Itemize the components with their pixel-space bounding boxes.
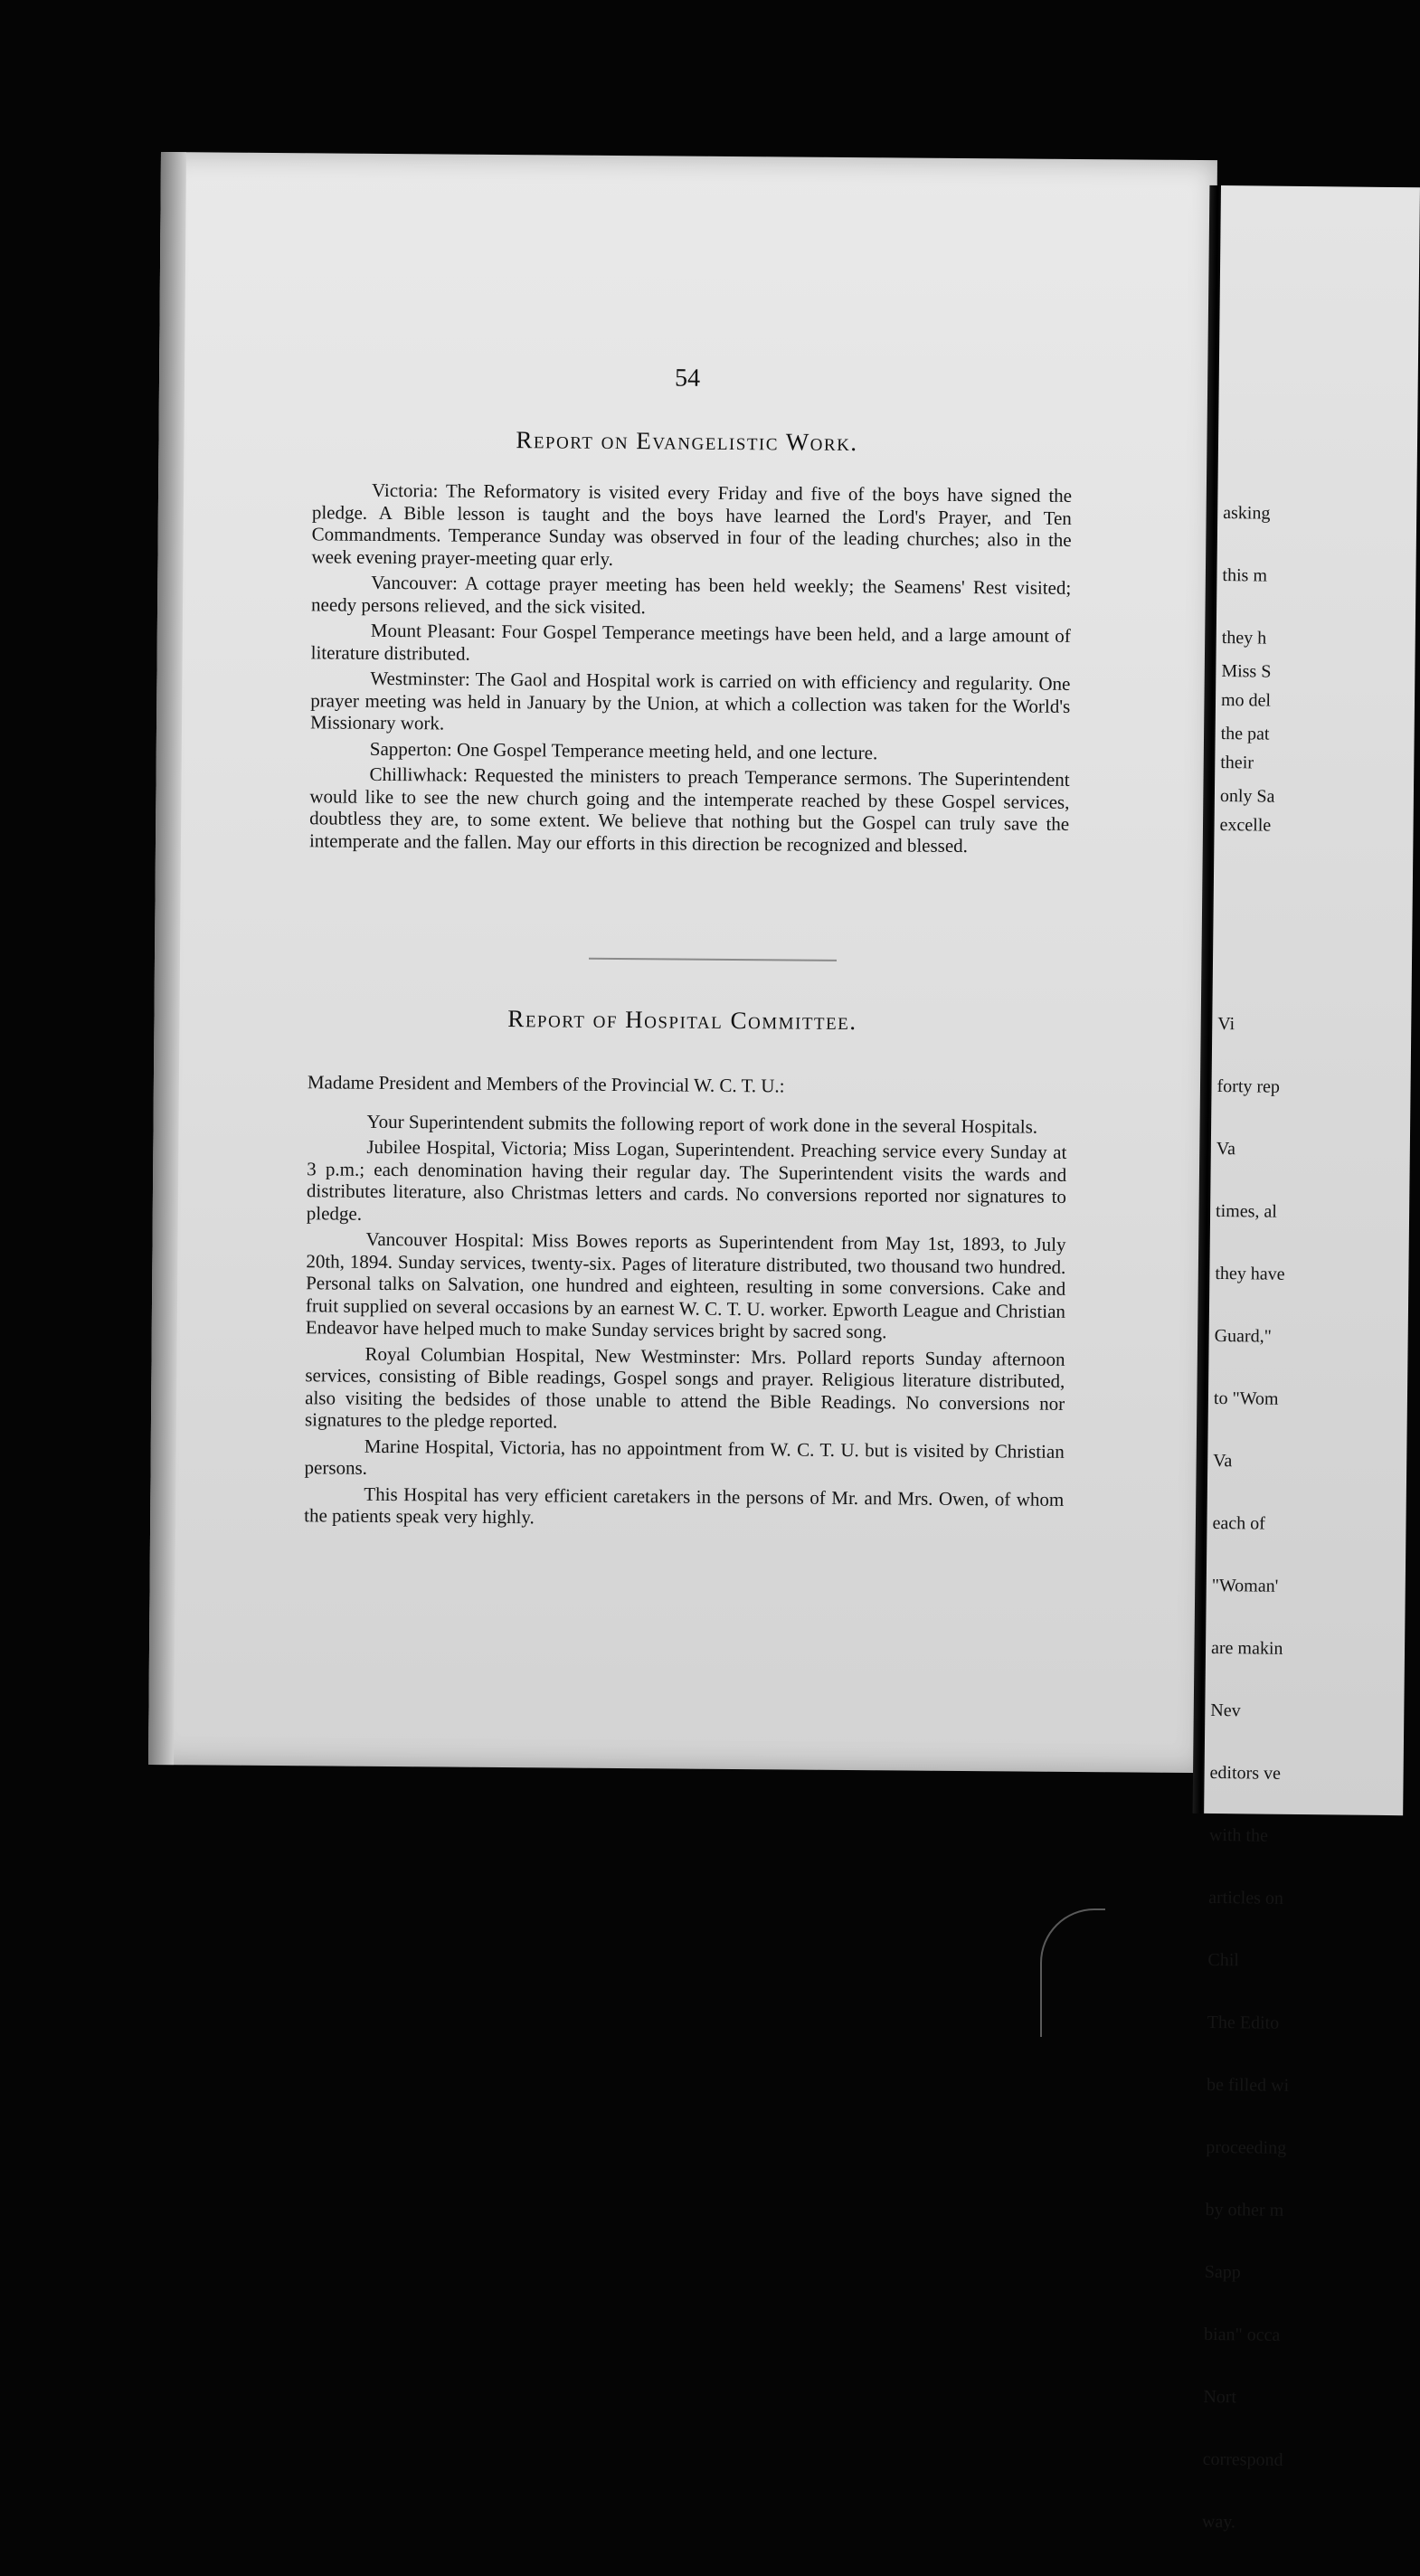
fragment-line: proceeding xyxy=(1206,2136,1287,2158)
paragraph-royal-columbian-hospital: Royal Columbian Hospital, New Westminster: Mrs. Pollard reports Sunday afternoon services, consisting of Bible readings, Gospel songs and prayer. Religious literature distributed, also visiting the bedsides of those unable to attend the Bible Readings. No conversions nor signatures to the pledge reported. xyxy=(304,1342,1065,1433)
fragment-line: they h xyxy=(1221,628,1267,649)
hospital-report-title: Report of Hospital Committee. xyxy=(507,1005,857,1036)
evangelistic-report-body xyxy=(309,478,1072,861)
page-number: 54 xyxy=(674,364,701,393)
paragraph-sapperton: Sapperton: One Gospel Temperance meeting held, and one lecture. xyxy=(369,737,878,763)
fragment-line: forty rep xyxy=(1216,1076,1281,1097)
fragment-line: their xyxy=(1220,753,1254,773)
fragment-line: this m xyxy=(1222,565,1268,586)
fragment-line: only Sa xyxy=(1219,786,1275,807)
scan-artifact-arc xyxy=(1040,1908,1105,2037)
fragment-line: mo del xyxy=(1220,690,1272,711)
salutation: Madame President and Members of the Provincial W. C. T. U.: xyxy=(307,1071,785,1097)
paragraph-vancouver-hospital: Vancouver Hospital: Miss Bowes reports as Superintendent from May 1st, 1893, to July 20th, 1894. Sunday services, twenty-six. Pages of literature distributed, two thousand two hundred. Personal talks on Salvation, one hundred and eighteen, resulting in some conversions. Cake and fruit supplied on several occasions by an earnest W. C. T. U. worker. Epworth League and Christian Endeavor have helped much to make Sunday services bright by sacred song. xyxy=(305,1227,1066,1343)
fragment-line: Vi xyxy=(1217,1014,1235,1035)
fragment-line: editors ve xyxy=(1209,1762,1282,1784)
fragment-line: Guard," xyxy=(1214,1325,1272,1347)
fragment-line: excelle xyxy=(1219,815,1272,836)
paragraph-caretakers: This Hospital has very efficient caretakers in the persons of Mr. and Mrs. Owen, of whom the patients speak very highly. xyxy=(304,1482,1065,1529)
section-divider xyxy=(589,958,837,961)
paragraph-marine-hospital: Marine Hospital, Victoria, has no appointment from W. C. T. U. but is visited by Christian persons. xyxy=(304,1435,1065,1479)
paragraph-mount-pleasant: Mount Pleasant: Four Gospel Temperance meetings have been held, and a large amount of literature distributed. xyxy=(310,619,1071,665)
fragment-line: Va xyxy=(1213,1450,1233,1472)
hospital-report-body xyxy=(304,1071,1067,1536)
fragment-line: Va xyxy=(1216,1139,1236,1160)
fragment-line: are makin xyxy=(1210,1637,1283,1659)
page-edge xyxy=(148,152,186,1765)
facing-page-fragment-bottom xyxy=(1201,972,1412,2576)
fragment-line: articles on xyxy=(1208,1887,1284,1908)
fragment-line: Miss S xyxy=(1221,661,1272,682)
fragment-line: bian" occa xyxy=(1204,2324,1281,2345)
fragment-line: each of xyxy=(1212,1512,1265,1534)
book-page xyxy=(148,152,1217,1773)
fragment-line: way. xyxy=(1201,2511,1236,2533)
fragment-line: Sapp xyxy=(1204,2261,1241,2283)
evangelistic-report-title: Report on Evangelistic Work. xyxy=(516,426,858,457)
fragment-line: Nort xyxy=(1203,2386,1237,2408)
fragment-line: times, al xyxy=(1216,1201,1278,1222)
paragraph-introduction: Your Superintendent submits the following report of work done in the several Hospitals. xyxy=(366,1110,1038,1138)
fragment-line: with the xyxy=(1208,1824,1269,1846)
fragment-line: the pat xyxy=(1220,724,1270,744)
fragment-line: be filled wi xyxy=(1206,2074,1290,2096)
fragment-line: Chil xyxy=(1207,1949,1240,1971)
fragment-line: asking xyxy=(1223,503,1271,524)
fragment-line: they have xyxy=(1215,1263,1285,1284)
facing-page xyxy=(1201,185,1420,2533)
fragment-line: Nev xyxy=(1210,1700,1241,1721)
fragment-line: "Woman' xyxy=(1211,1575,1279,1596)
paragraph-vancouver: Vancouver: A cottage prayer meeting has been held weekly; the Seamens' Rest visited; needy persons relieved, and the sick visited. xyxy=(310,571,1072,618)
fragment-line: by other m xyxy=(1205,2199,1284,2221)
facing-page-fragment-middle xyxy=(1219,620,1415,850)
paragraph-victoria: Victoria: The Reformatory is visited every Friday and five of the boys have signed the pledge. A Bible lesson is taught and the boys have learned the Lord's Prayer, and Ten Commandments. Temperance Sunday was observed in four of the leading churches; also in the week evening prayer-meeting quar erly. xyxy=(311,478,1073,570)
fragment-line: correspond xyxy=(1202,2448,1283,2470)
paragraph-westminster: Westminster: The Gaol and Hospital work is carried on with efficiency and regularity. One prayer meeting was held in January by the Union, at which a collection was taken for the World's Missionary work. xyxy=(309,667,1071,734)
paragraph-jubilee-hospital: Jubilee Hospital, Victoria; Miss Logan, Superintendent. Preaching service every Sunday at 3 p.m.; each denomination having their regular day. The Superintendent visits the wards and distributes literature, also Christmas letters and cards. No conversions reported nor signatures to pledge. xyxy=(306,1135,1067,1225)
fragment-line: The Edito xyxy=(1207,2012,1280,2033)
paragraph-chilliwhack: Chilliwhack: Requested the ministers to preach Temperance sermons. The Superintendent would like to see the new church going and the intemperate reached by these Gospel services, doubtless they are, to some extent. We believe that nothing but the Gospel can truly save the intemperate and the fallen. May our efforts in this direction be recognized and blessed. xyxy=(308,762,1070,857)
fragment-line: to "Wom xyxy=(1213,1387,1279,1409)
